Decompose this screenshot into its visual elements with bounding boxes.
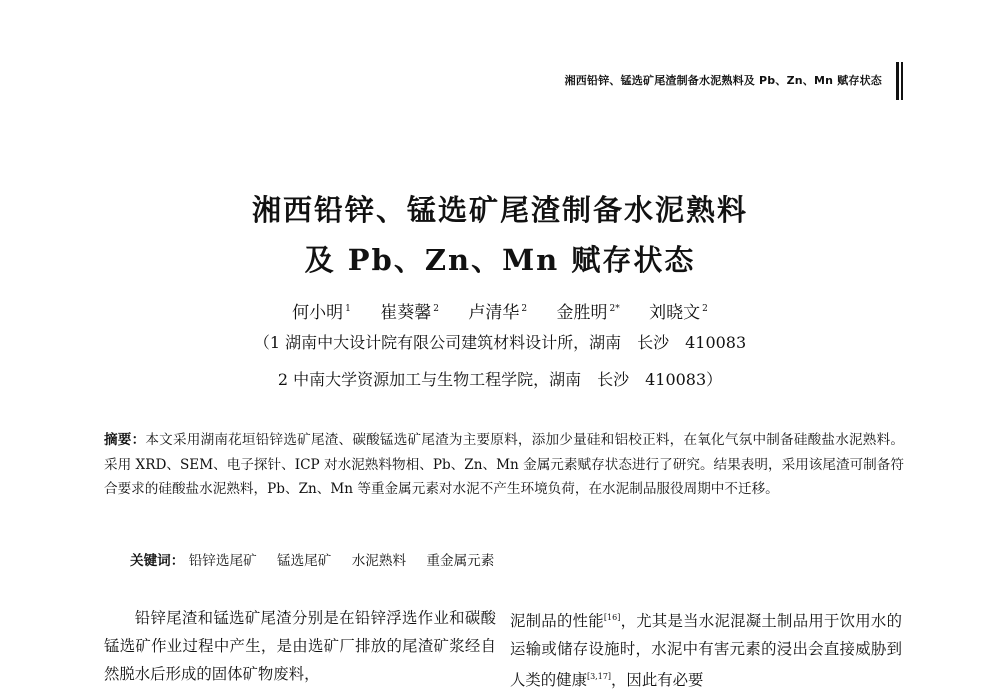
running-head: 湘西铅锌、锰选矿尾渣制备水泥熟料及 Pb、Zn、Mn 赋存状态 [564,74,882,87]
paper-title-line-1: 湘西铅锌、锰选矿尾渣制备水泥熟料 [251,193,748,227]
author: 金胜明 $^{2*}$ [556,303,620,323]
keyword: 重金属元素 [426,553,495,569]
abstract-text: 本文采用湖南花垣铅锌选矿尾渣、碳酸锰选矿尾渣为主要原料，添加少量硅和铝校正料，在氧化气氛中制备硅酸盐水泥熟料。采用 XRD、SEM、电子探针、ICP 对水泥熟料物相、Pb、Zn、Mn 金属元素赋存状态进行了研究。结果表明，采用该尾渣可制备符合要求的硅酸盐水泥熟料，Pb、Zn、Mn 等重金属元素对水泥不产生环境负荷，在水泥制品服役周期中不迁移。 [104,432,904,497]
affiliation-1: （1 湖南中大设计院有限公司建筑材料设计所，湖南 长沙 410083 [253,333,747,352]
header-rule [896,62,899,100]
citation: [16] [603,613,621,622]
paper-title-line-2: 及 Pb、Zn、Mn 赋存状态 [304,243,696,277]
body-column-left: 铅锌尾渣和锰选矿尾渣分别是在铅锌浮选作业和碳酸锰选矿作业过程中产生，是由选矿厂排放的尾渣矿浆经自然脱水后形成的固体矿物废料， [104,609,496,683]
author: 何小明 $^1$ [292,303,351,323]
keyword: 锰选尾矿 [277,553,332,569]
body-column-right: 泥制品的性能[16]，尤其是当水泥混凝土制品用于饮用水的运输或储存设施时，水泥中有害元素的浸出会直接威胁到人类的健康[3,17]，因此有必要 [510,612,902,690]
keyword: 铅锌选尾矿 [188,553,257,569]
keywords-label: 关键词： [130,553,185,569]
author-list [0,298,1000,323]
abstract [104,428,904,502]
keyword: 水泥熟料 [351,553,407,569]
author: 卢清华 $^2$ [468,303,528,323]
author: 刘晓文 $^2$ [649,303,708,323]
header-rule-thin [901,62,903,100]
affiliation-2: 2 中南大学资源加工与生物工程学院，湖南 长沙 410083） [277,370,723,389]
citation: [3,17] [586,672,612,682]
abstract-label: 摘要： [104,432,146,448]
author: 崔葵馨 $^2$ [380,303,439,323]
keywords [130,549,510,569]
